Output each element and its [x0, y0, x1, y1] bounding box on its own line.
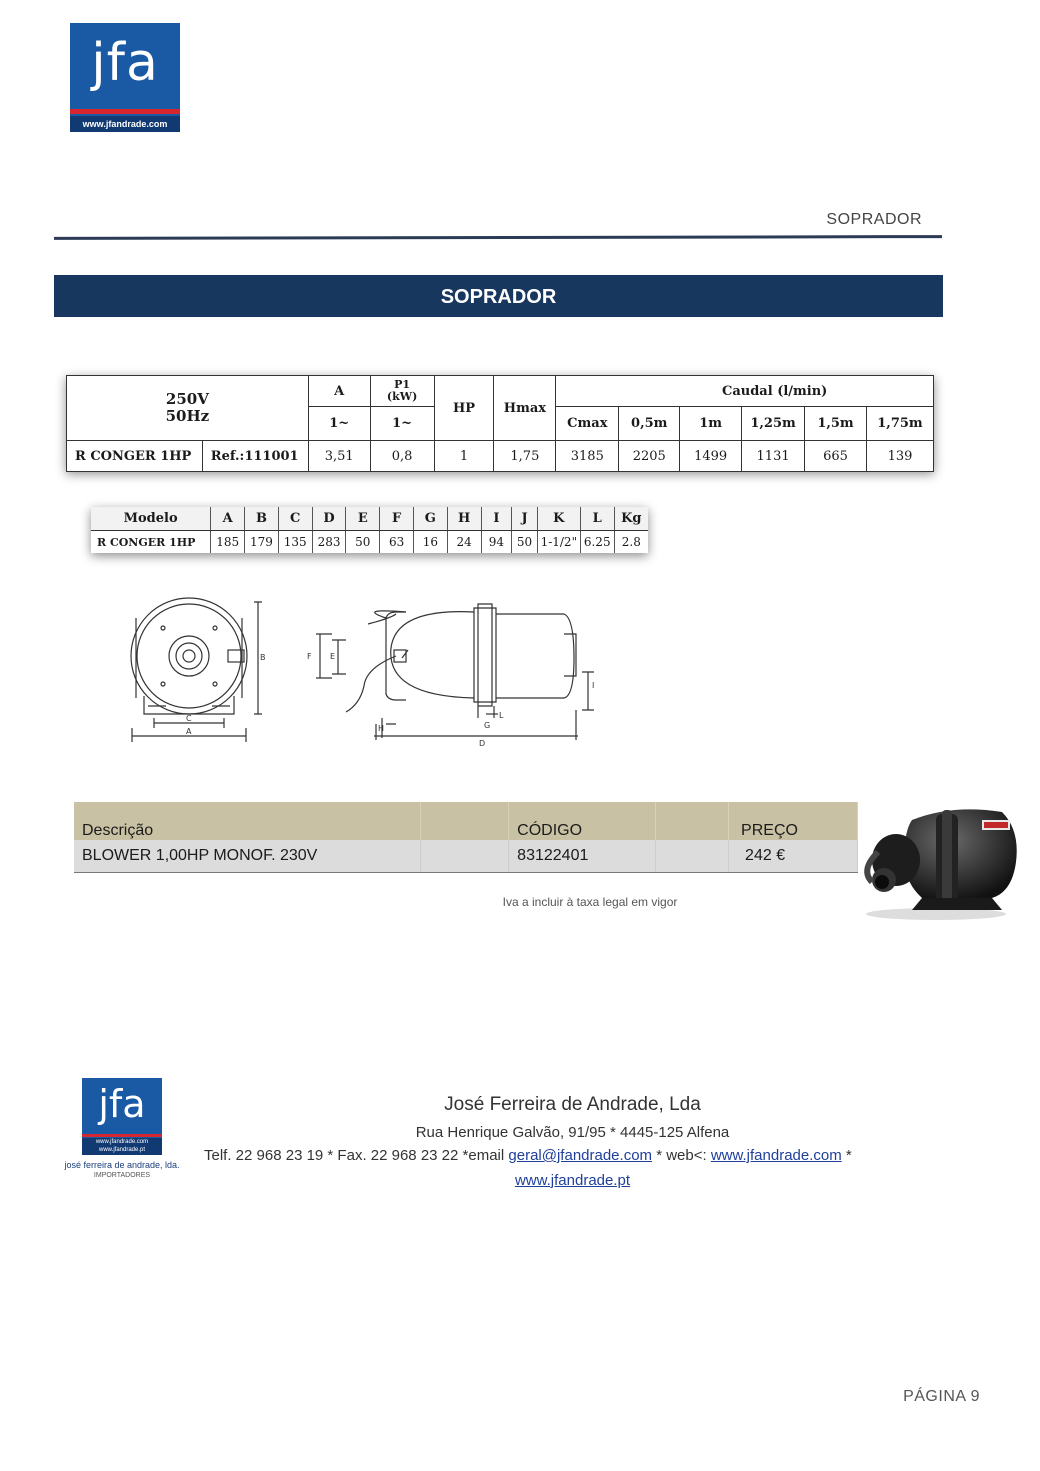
product-price: 242 €	[729, 840, 858, 873]
dim-header-j: J	[512, 507, 538, 531]
dim-b: 179	[245, 531, 279, 553]
footer-logo-company: josé ferreira de andrade, lda.	[64, 1160, 180, 1170]
dim-header-f: F	[380, 507, 414, 531]
spec-flow-15m: 665	[805, 441, 867, 472]
col-p1-header	[370, 376, 434, 407]
spec-flow-125m: 1131	[742, 441, 805, 472]
drawing-label-g: G	[484, 721, 491, 730]
spec-ref: Ref.:111001	[202, 441, 308, 472]
header-divider	[54, 235, 942, 240]
section-title: SOPRADOR	[54, 275, 943, 317]
drawing-label-c: C	[186, 714, 192, 723]
website-link-pt[interactable]: www.jfandrade.pt	[514, 1172, 631, 1189]
drawing-label-e: E	[330, 652, 336, 661]
dim-header-l: L	[580, 507, 614, 531]
footer-logo-stripe	[82, 1134, 162, 1137]
logo-stripe	[70, 109, 180, 114]
header-description: Descrição	[74, 802, 421, 840]
spec-model: R CONGER 1HP	[67, 441, 203, 472]
performance-spec-table	[66, 375, 934, 471]
web-prefix: * web<:	[652, 1147, 711, 1164]
dim-a: 185	[211, 531, 245, 553]
sub-p1: 1~	[370, 407, 434, 441]
dim-f: 63	[380, 531, 414, 553]
vat-note: Iva a incluir à taxa legal em vigor	[502, 895, 678, 909]
product-price-table	[74, 802, 858, 873]
contact-line	[204, 1147, 944, 1164]
dimensions-table	[91, 507, 648, 553]
drawing-label-a: A	[186, 727, 192, 736]
spec-hp: 1	[434, 441, 494, 472]
email-link[interactable]: geral@jfandrade.com	[508, 1147, 653, 1164]
header-spacer-1	[421, 802, 509, 840]
dim-kg: 2.8	[614, 531, 648, 553]
voltage-cell	[67, 376, 309, 441]
dim-d: 283	[312, 531, 346, 553]
header-section-label: SOPRADOR	[826, 211, 922, 228]
dim-header-a: A	[211, 507, 245, 531]
col-caudal-header: Caudal (l/min)	[556, 376, 934, 407]
col-hmax-header: Hmax	[494, 376, 556, 441]
footer-logo-urls	[82, 1138, 162, 1155]
dim-header-kg: Kg	[614, 507, 648, 531]
company-logo	[70, 23, 180, 132]
sub-a: 1~	[308, 407, 370, 441]
logo-url: www.jfandrade.com	[70, 116, 180, 132]
product-description: BLOWER 1,00HP MONOF. 230V	[74, 840, 421, 873]
dim-header-i: I	[481, 507, 512, 531]
spec-flow-cmax: 3185	[556, 441, 619, 472]
sub-175m: 1,75m	[866, 407, 933, 441]
logo-text: jfa	[91, 33, 159, 93]
spec-hmax: 1,75	[494, 441, 556, 472]
row-spacer-1	[421, 840, 509, 873]
sub-05m: 0,5m	[619, 407, 680, 441]
dim-header-c: C	[278, 507, 312, 531]
col-p1-label: P1	[394, 378, 411, 391]
col-a-header: A	[308, 376, 370, 407]
contact-phone-fax: Telf. 22 968 23 19 * Fax. 22 968 23 22 *email	[204, 1147, 505, 1164]
dim-k: 1-1/2"	[537, 531, 580, 553]
dim-g: 16	[413, 531, 447, 553]
dim-e: 50	[346, 531, 380, 553]
header-spacer-2	[656, 802, 729, 840]
page-number: PÁGINA 9	[903, 1388, 980, 1405]
dim-model: R CONGER 1HP	[97, 535, 196, 549]
dim-header-d: D	[312, 507, 346, 531]
col-hp-header: HP	[434, 376, 494, 441]
sub-15m: 1,5m	[805, 407, 867, 441]
dim-header-b: B	[245, 507, 279, 531]
header-code: CÓDIGO	[509, 802, 656, 840]
dim-header-h: H	[447, 507, 481, 531]
sub-125m: 1,25m	[742, 407, 805, 441]
voltage-label: 250V	[165, 390, 209, 408]
dim-h: 24	[447, 531, 481, 553]
spec-a: 3,51	[308, 441, 370, 472]
dim-i: 94	[481, 531, 512, 553]
footer-logo-sub: IMPORTADORES	[93, 1172, 151, 1179]
footer-logo-square	[82, 1078, 162, 1155]
dim-c: 135	[278, 531, 312, 553]
sub-1m: 1m	[680, 407, 742, 441]
spec-flow-175m: 139	[866, 441, 933, 472]
dim-header-e: E	[346, 507, 380, 531]
footer-logo	[58, 1076, 186, 1184]
spec-flow-05m: 2205	[619, 441, 680, 472]
dim-j: 50	[512, 531, 538, 553]
table-row	[74, 840, 858, 873]
website-link-com[interactable]: www.jfandrade.com	[710, 1147, 842, 1164]
product-code: 83122401	[509, 840, 656, 873]
drawing-label-h: H	[378, 724, 385, 733]
footer-logo-url-1: www.jfandrade.com	[95, 1139, 149, 1145]
drawing-label-f: F	[307, 652, 312, 661]
company-name: José Ferreira de Andrade, Lda	[444, 1094, 701, 1115]
company-address: Rua Henrique Galvão, 91/95 * 4445-125 Alfena	[415, 1124, 730, 1141]
row-spacer-2	[656, 840, 729, 873]
website-line-2	[300, 1172, 845, 1189]
col-p1-unit: (kW)	[386, 390, 418, 403]
web-suffix: *	[841, 1147, 852, 1164]
footer-logo-text: jfa	[98, 1082, 146, 1126]
spec-p1: 0,8	[370, 441, 434, 472]
drawing-label-b: B	[260, 653, 266, 662]
technical-drawing	[106, 578, 606, 758]
drawing-label-d: D	[479, 739, 486, 748]
spec-flow-1m: 1499	[680, 441, 742, 472]
drawing-label-i: I	[592, 681, 595, 690]
frequency-label: 50Hz	[165, 407, 210, 425]
blower-product-image	[852, 800, 1020, 922]
header-price: PREÇO	[729, 802, 858, 840]
dim-l: 6.25	[580, 531, 614, 553]
dim-header-g: G	[413, 507, 447, 531]
drawing-label-l: L	[499, 711, 504, 720]
sub-cmax: Cmax	[556, 407, 619, 441]
dim-header-k: K	[537, 507, 580, 531]
dim-header-model: Modelo	[91, 507, 211, 531]
footer-logo-url-2: www.jfandrade.pt	[98, 1147, 146, 1153]
